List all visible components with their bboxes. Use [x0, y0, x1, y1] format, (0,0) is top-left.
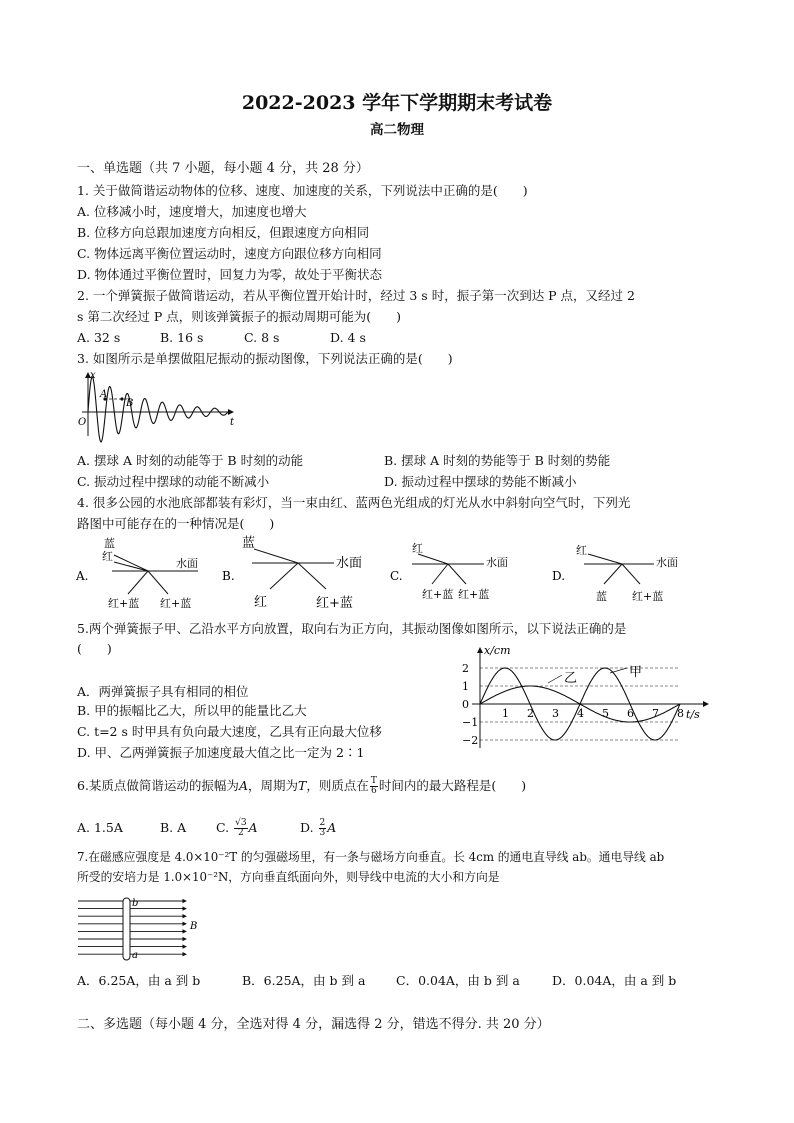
q2-option-b: B. 16 s — [160, 330, 204, 345]
q6-option-d-num: 2 — [319, 818, 326, 828]
q5-option-d: D. 甲、乙两弹簧振子加速度最大值之比一定为 2∶1 — [77, 745, 365, 760]
q6-option-a: A. 1.5A — [77, 820, 123, 835]
q4-d-label-br: 红+蓝 — [632, 590, 664, 603]
q7-label-a: a — [132, 950, 138, 961]
q4-a-letter: A. — [76, 569, 89, 583]
q6-stem-post: 时间内的最大路程是( ) — [378, 778, 527, 793]
q5-ytick-label: −1 — [462, 716, 479, 729]
q3-option-b: B. 摆球 A 时刻的势能等于 B 时刻的势能 — [384, 453, 611, 468]
q5-vibration-chart — [458, 642, 718, 754]
q5-xtick-label: 6 — [627, 707, 634, 720]
conductor-wire — [123, 898, 130, 960]
damped-oscillation-figure — [78, 368, 248, 438]
section1-heading: 一、单选题（共 7 小题，每小题 4 分，共 28 分） — [77, 161, 369, 176]
q4-a-label-br: 红+蓝 — [160, 597, 192, 610]
q6-fraction — [370, 777, 378, 796]
q5-option-a: A．两弹簧振子具有相同的相位 — [77, 684, 249, 699]
q6-option-c-a: A — [248, 820, 258, 835]
page-subtitle: 高二物理 — [370, 122, 424, 138]
q5-option-b: B. 甲的振幅比乙大，所以甲的能量比乙大 — [77, 703, 307, 718]
q2-option-d: D. 4 s — [330, 330, 366, 345]
q7-option-b: B．6.25A，由 b 到 a — [242, 973, 366, 988]
q1-option-c: C. 物体远离平衡位置运动时，速度方向跟位移方向相同 — [77, 246, 382, 261]
q5-xlabel: t/s — [686, 708, 700, 721]
q6-option-c-fraction — [234, 819, 247, 838]
q5-ytick-label: 0 — [462, 698, 469, 711]
q7-label-field: B — [190, 921, 198, 932]
q6-option-c-den: 2 — [237, 828, 244, 838]
q3-a-label: A — [100, 389, 108, 400]
q2-stem-line2: s 第二次经过 P 点，则该弹簧振子的振动周期可能为( ) — [77, 309, 402, 324]
q3-o-label: O — [78, 417, 87, 428]
q4-c-label-bl: 红+蓝 — [422, 588, 454, 601]
q7-stem-line1: 7.在磁感应强度是 4.0×10⁻²T 的匀强磁场里，有一条与磁场方向垂直。长 4cm 的通电直导线 ab。通电导线 ab — [77, 850, 665, 864]
q4-a-label-blue: 蓝 — [104, 537, 115, 550]
q4-b-label-bl: 红 — [254, 595, 268, 610]
q5-yi-leader — [548, 675, 562, 683]
q5-legend-yi: 乙 — [564, 671, 578, 686]
q3-x-label: x — [90, 370, 96, 381]
q5-ytick-label: 2 — [462, 662, 469, 675]
q5-xtick-label: 8 — [677, 707, 684, 720]
q7-option-a: A．6.25A，由 a 到 b — [77, 973, 201, 988]
q6-option-d — [300, 816, 336, 840]
q2-option-a: A. 32 s — [77, 330, 121, 345]
section2-heading: 二、多选题（每小题 4 分，全选对得 4 分，漏选得 2 分，错选不得分. 共 20 分） — [77, 1017, 550, 1032]
q3-option-c: C. 振动过程中摆球的动能不断减小 — [77, 474, 270, 489]
q5-ytick-label: 1 — [462, 680, 469, 693]
q4-d-label-surface: 水面 — [656, 556, 678, 569]
q3-t-label: t — [230, 417, 235, 428]
q6-option-d-den: 3 — [319, 828, 326, 838]
q5-xtick-label: 7 — [652, 707, 659, 720]
q6-stem — [77, 774, 526, 798]
q1-option-a: A. 位移减小时，速度增大，加速度也增大 — [77, 204, 307, 219]
q4-c-label-surface: 水面 — [486, 556, 508, 569]
q5-xtick-label: 2 — [527, 707, 534, 720]
q7-stem-line2: 所受的安培力是 1.0×10⁻²N，方向垂直纸面向外，则导线中电流的大小和方向是 — [77, 870, 500, 884]
q4-b-label-blue: 蓝 — [242, 536, 256, 551]
q1-option-b: B. 位移方向总跟加速度方向相反，但跟速度方向相同 — [77, 225, 370, 240]
q5-xtick-label: 5 — [602, 707, 609, 720]
q3-option-a: A. 摆球 A 时刻的动能等于 B 时刻的动能 — [77, 453, 304, 468]
q4-b-label-br: 红+蓝 — [316, 596, 353, 611]
q7-label-b: b — [132, 898, 139, 909]
q5-option-c: C. t=2 s 时甲具有负向最大速度，乙具有正向最大位移 — [77, 724, 382, 739]
q5-ylabel: x/cm — [484, 644, 511, 657]
q6-frac-den: 6 — [370, 786, 377, 796]
q5-xtick-label: 1 — [502, 707, 509, 720]
q3-option-d: D. 振动过程中摆球的势能不断减小 — [384, 474, 577, 489]
q4-diagram-a — [76, 536, 216, 614]
q5-stem-line2: ( ) — [77, 641, 112, 656]
q4-b-letter: B. — [222, 569, 235, 583]
q6-option-d-letter: D. — [300, 820, 314, 835]
q2-option-c: C. 8 s — [244, 330, 280, 345]
q6-stem-pre: 6.某质点做简谐运动的振幅为 — [77, 778, 239, 793]
q4-a-label-bl: 红+蓝 — [108, 597, 140, 610]
q4-c-letter: C. — [390, 569, 403, 583]
q6-option-c-num: √3 — [235, 818, 247, 828]
q6-stem-mid2: ，则质点在 — [306, 778, 369, 793]
q6-option-c-letter: C. — [216, 820, 230, 835]
q4-diagram-b — [222, 536, 382, 614]
q4-d-label-red: 红 — [576, 544, 587, 557]
q4-c-label-br: 红+蓝 — [458, 588, 490, 601]
q6-option-c — [216, 816, 258, 840]
q2-stem-line1: 2. 一个弹簧振子做简谐运动，若从平衡位置开始计时，经过 3 s 时，振子第一次到达 P 点，又经过 2 — [77, 288, 635, 303]
q6-stem-mid: ，周期为 — [247, 778, 298, 793]
q6-option-d-fraction — [319, 819, 327, 838]
page-title: 2022-2023 学年下学期期末考试卷 — [241, 92, 553, 114]
q4-diagram-c — [390, 536, 530, 614]
q6-frac-num: T — [370, 776, 377, 786]
q5-ytick-label: −2 — [462, 734, 479, 747]
q5-xtick-label: 3 — [552, 707, 559, 720]
q1-stem: 1. 关于做简谐运动物体的位移、速度、加速度的关系，下列说法中正确的是( ) — [77, 183, 528, 198]
q5-xtick-label: 4 — [577, 707, 584, 720]
q3-b-label: B — [126, 398, 134, 409]
q4-stem-line2: 路图中可能存在的一种情况是( ) — [77, 516, 275, 531]
q7-option-d: D．0.04A，由 a 到 b — [552, 973, 677, 988]
q4-d-label-bl: 蓝 — [596, 590, 607, 603]
q5-stem-line1: 5.两个弹簧振子甲、乙沿水平方向放置，取向右为正方向，其振动图像如图所示，以下说法正确的是 — [77, 621, 627, 636]
q6-stem-t: T — [297, 778, 307, 793]
q5-legend-jia: 甲 — [629, 665, 643, 680]
q4-a-label-surface: 水面 — [176, 557, 198, 570]
magnetic-field-figure — [78, 894, 208, 962]
q6-option-d-a: A — [327, 820, 337, 835]
q6-option-b: B. A — [160, 820, 187, 835]
q3-stem: 3. 如图所示是单摆做阻尼振动的振动图像，下列说法正确的是( ) — [77, 351, 453, 366]
q4-a-label-red: 红 — [102, 550, 113, 563]
q4-b-label-surface: 水面 — [336, 556, 363, 571]
q5-jia-leader — [610, 668, 627, 673]
q4-stem-line1: 4. 很多公园的水池底部都装有彩灯，当一束由红、蓝两色光组成的灯光从水中斜射向空气时，下列光 — [77, 495, 631, 510]
q4-c-label-red: 红 — [412, 542, 423, 555]
q6-stem-a: A — [238, 778, 248, 793]
q4-d-letter: D. — [552, 569, 566, 583]
q4-diagram-d — [552, 536, 712, 614]
q7-option-c: C．0.04A，由 b 到 a — [396, 973, 520, 988]
q1-option-d: D. 物体通过平衡位置时，回复力为零，故处于平衡状态 — [77, 267, 383, 282]
